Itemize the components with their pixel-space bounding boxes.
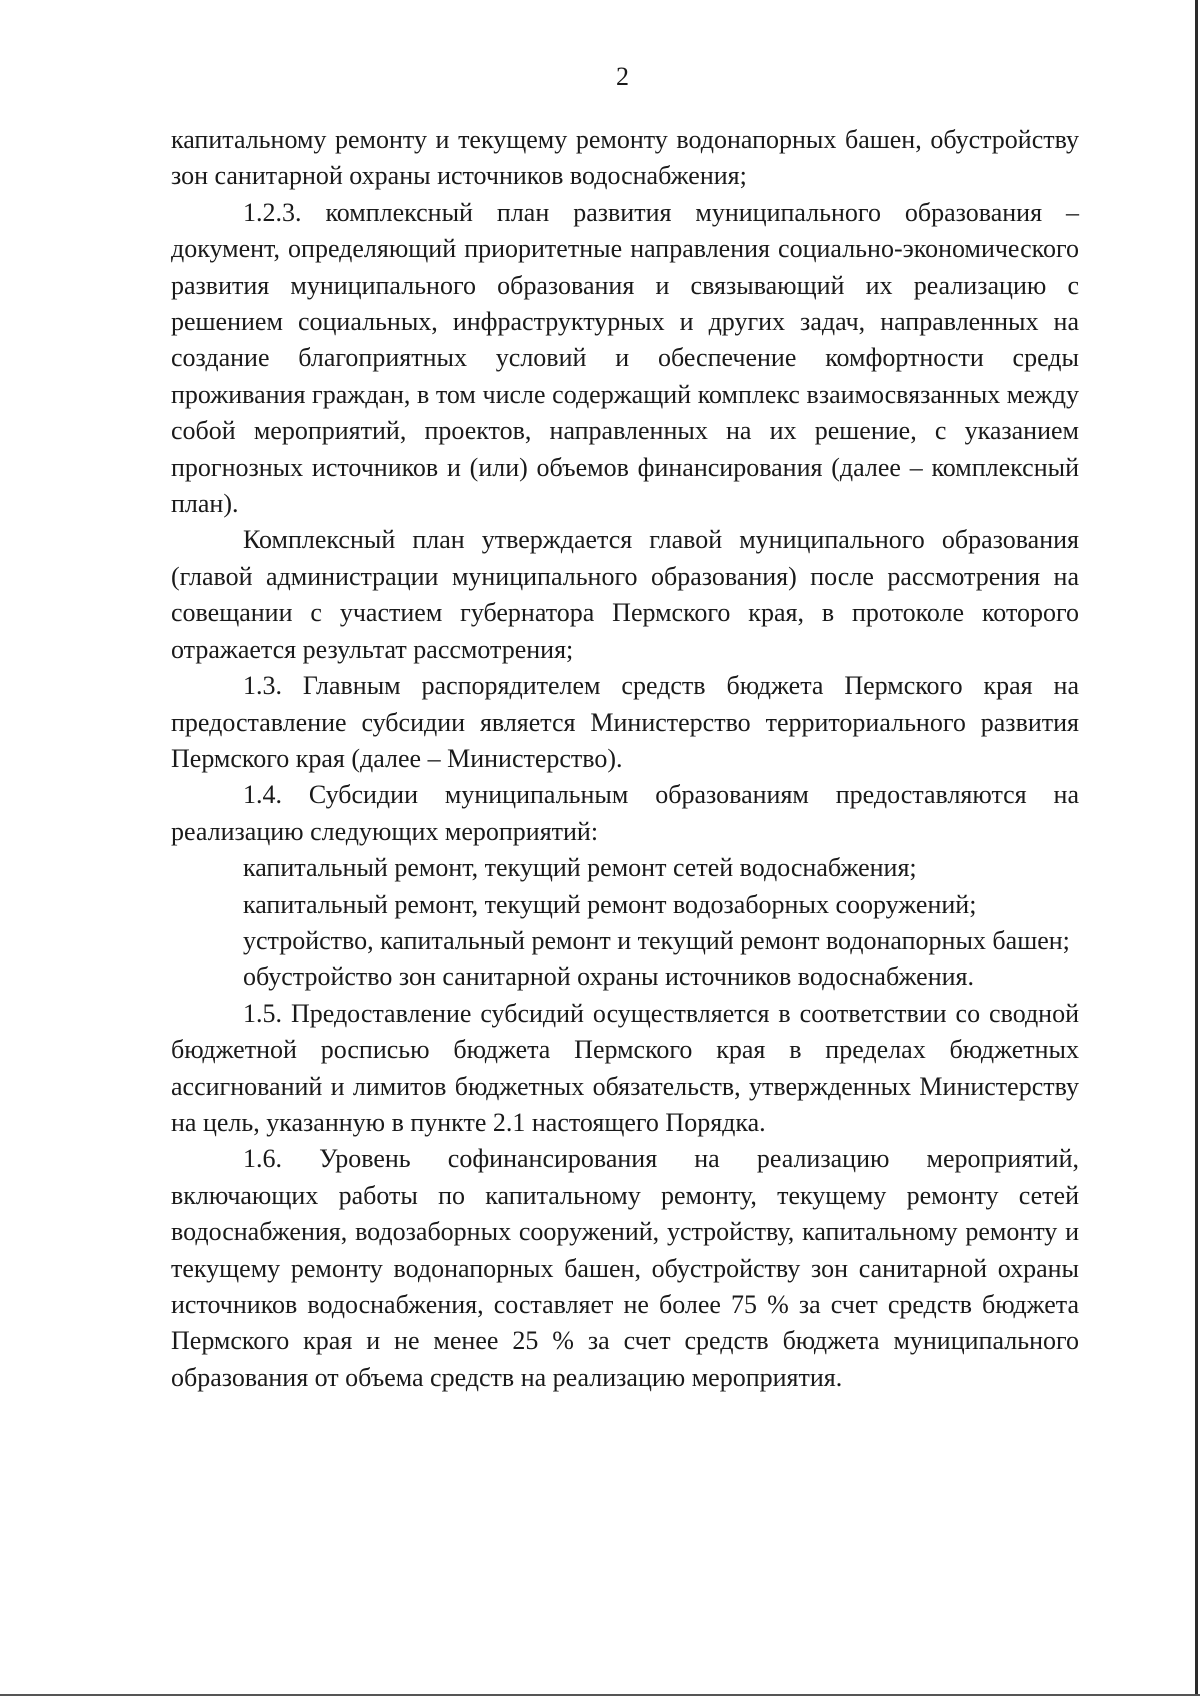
document-body bbox=[171, 122, 1079, 1396]
paragraph-1-5: 1.5. Предоставление субсидий осуществляется в соответствии со сводной бюджетной росписью бюджета Пермского края в пределах бюджетных ассигнований и лимитов бюджетных обязательств, утвержденных Министерству на цель, указанную в пункте 2.1 настоящего Порядка. bbox=[171, 998, 1079, 1137]
page-number: 2 bbox=[616, 62, 629, 91]
list-item-water-networks: капитальный ремонт, текущий ремонт сетей водоснабжения; bbox=[243, 853, 917, 883]
paragraph-1-2-3: 1.2.3. комплексный план развития муниципального образования – документ, определяющий приоритетные направления социально-экономического развития муниципального образования и связывающий их реализацию с решением социальных, инфраструктурных и других задач, направленных на создание благоприятных условий и обеспечение комфортности среды проживания граждан, в том числе содержащий комплекс взаимосвязанных между собой мероприятий, проектов, направленных на их решение, с указанием прогнозных источников и (или) объемов финансирования (далее – комплексный план). bbox=[171, 197, 1079, 519]
paragraph-1-6: 1.6. Уровень софинансирования на реализацию мероприятий, включающих работы по капитальному ремонту, текущему ремонту сетей водоснабжения, водозаборных сооружений, устройству, капитальному ремонту и текущему ремонту водонапорных башен, обустройству зон санитарной охраны источников водоснабжения, составляет не более 75 % за счет средств бюджета Пермского края и не менее 25 % за счет средств бюджета муниципального образования от объема средств на реализацию мероприятия. bbox=[171, 1144, 1079, 1392]
paragraph-1-3: 1.3. Главным распорядителем средств бюджета Пермского края на предоставление субсидии является Министерство территориального развития Пермского края (далее – Министерство). bbox=[171, 671, 1079, 773]
scan-edge-right bbox=[1195, 0, 1198, 1696]
paragraph-plan-approval: Комплексный план утверждается главой муниципального образования (главой администрации муниципального образования) после рассмотрения на совещании с участием губернатора Пермского края, в протоколе которого отражается результат рассмотрения; bbox=[171, 525, 1079, 664]
list-item-sanitary-zones: обустройство зон санитарной охраны источников водоснабжения. bbox=[243, 962, 974, 992]
list-item-water-towers: устройство, капитальный ремонт и текущий ремонт водонапорных башен; bbox=[243, 925, 1070, 955]
list-item-water-intake: капитальный ремонт, текущий ремонт водозаборных сооружений; bbox=[243, 889, 977, 919]
paragraph-1-4: 1.4. Субсидии муниципальным образованиям предоставляются на реализацию следующих мероприятий: bbox=[171, 780, 1079, 846]
paragraph-continuation: капитальному ремонту и текущему ремонту водонапорных башен, обустройству зон санитарной охраны источников водоснабжения; bbox=[171, 125, 1079, 191]
